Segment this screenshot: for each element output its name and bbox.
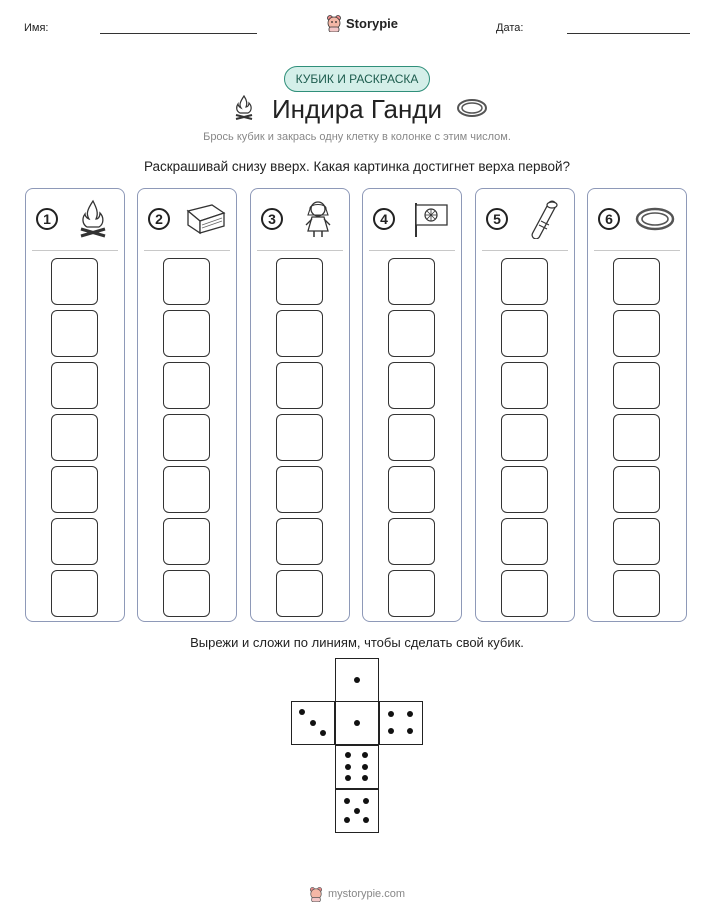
dice-face bbox=[379, 701, 423, 745]
footer-url[interactable]: mystorypie.com bbox=[327, 888, 406, 900]
coloring-cell[interactable] bbox=[388, 258, 435, 305]
ring-icon bbox=[632, 199, 678, 239]
dice-pip bbox=[344, 798, 350, 804]
column-number: 2 bbox=[148, 208, 170, 230]
race-column bbox=[250, 188, 350, 622]
coloring-cell[interactable] bbox=[276, 466, 323, 513]
name-line[interactable] bbox=[100, 33, 257, 34]
date-label: Дата: bbox=[496, 22, 524, 34]
cut-instruction: Вырежи и сложи по линиям, чтобы сделать свой кубик. bbox=[190, 635, 524, 650]
footer bbox=[0, 886, 714, 902]
coloring-cell[interactable] bbox=[613, 570, 660, 617]
page-subtitle: Брось кубик и закрась одну клетку в колонке с этим числом. bbox=[203, 131, 511, 143]
race-column bbox=[137, 188, 237, 622]
dice-face bbox=[335, 658, 379, 702]
coloring-cell[interactable] bbox=[51, 362, 98, 409]
coloring-cell[interactable] bbox=[613, 310, 660, 357]
dice-pip bbox=[299, 709, 305, 715]
date-line[interactable] bbox=[567, 33, 690, 34]
dice-pip bbox=[407, 728, 413, 734]
coloring-cell[interactable] bbox=[163, 258, 210, 305]
coloring-cell[interactable] bbox=[388, 362, 435, 409]
coloring-cell[interactable] bbox=[163, 310, 210, 357]
coloring-cell[interactable] bbox=[276, 570, 323, 617]
campfire-icon bbox=[70, 199, 116, 239]
coloring-cell[interactable] bbox=[276, 414, 323, 461]
instruction-text: Раскрашивай снизу вверх. Какая картинка достигнет верха первой? bbox=[143, 159, 571, 174]
column-number: 3 bbox=[261, 208, 283, 230]
dice-pip bbox=[354, 677, 360, 683]
dice-pip bbox=[388, 728, 394, 734]
coloring-cell[interactable] bbox=[388, 518, 435, 565]
coloring-cell[interactable] bbox=[51, 310, 98, 357]
coloring-cell[interactable] bbox=[276, 310, 323, 357]
race-column bbox=[362, 188, 462, 622]
column-number: 4 bbox=[373, 208, 395, 230]
coloring-cell[interactable] bbox=[51, 518, 98, 565]
column-divider bbox=[369, 250, 455, 251]
doll-icon bbox=[295, 199, 341, 239]
dice-pip bbox=[362, 752, 368, 758]
coloring-cell[interactable] bbox=[501, 414, 548, 461]
coloring-cell[interactable] bbox=[501, 466, 548, 513]
dice-pip bbox=[345, 752, 351, 758]
coloring-cell[interactable] bbox=[163, 518, 210, 565]
scroll-icon bbox=[520, 199, 566, 239]
page-title: Индира Ганди bbox=[271, 94, 442, 124]
dice-pip bbox=[407, 711, 413, 717]
coloring-cell[interactable] bbox=[613, 518, 660, 565]
column-divider bbox=[144, 250, 230, 251]
activity-badge: КУБИК И РАСКРАСКА bbox=[284, 66, 430, 92]
dice-face bbox=[335, 701, 379, 745]
column-divider bbox=[32, 250, 118, 251]
coloring-cell[interactable] bbox=[51, 466, 98, 513]
coloring-cell[interactable] bbox=[388, 310, 435, 357]
coloring-cell[interactable] bbox=[501, 362, 548, 409]
coloring-cell[interactable] bbox=[388, 414, 435, 461]
flag-icon bbox=[407, 199, 453, 239]
column-number: 5 bbox=[486, 208, 508, 230]
coloring-cell[interactable] bbox=[163, 570, 210, 617]
dice-pip bbox=[344, 817, 350, 823]
column-number: 6 bbox=[598, 208, 620, 230]
dice-pip bbox=[388, 711, 394, 717]
dice-pip bbox=[362, 764, 368, 770]
column-number: 1 bbox=[36, 208, 58, 230]
dice-pip bbox=[363, 798, 369, 804]
coloring-cell[interactable] bbox=[501, 258, 548, 305]
ring-icon bbox=[456, 97, 488, 119]
dice-pip bbox=[362, 775, 368, 781]
dice-pip bbox=[345, 764, 351, 770]
dice-face bbox=[291, 701, 335, 745]
coloring-cell[interactable] bbox=[163, 362, 210, 409]
coloring-cell[interactable] bbox=[613, 466, 660, 513]
brand-logo bbox=[326, 14, 398, 32]
dice-pip bbox=[310, 720, 316, 726]
coloring-cell[interactable] bbox=[276, 258, 323, 305]
coloring-cell[interactable] bbox=[163, 414, 210, 461]
coloring-cell[interactable] bbox=[51, 570, 98, 617]
dice-pip bbox=[320, 730, 326, 736]
coloring-cell[interactable] bbox=[51, 258, 98, 305]
coloring-cell[interactable] bbox=[613, 362, 660, 409]
coloring-cell[interactable] bbox=[276, 518, 323, 565]
coloring-cell[interactable] bbox=[51, 414, 98, 461]
column-divider bbox=[257, 250, 343, 251]
dice-face bbox=[335, 745, 379, 789]
dice-pip bbox=[363, 817, 369, 823]
race-column bbox=[587, 188, 687, 622]
race-column bbox=[25, 188, 125, 622]
coloring-cell[interactable] bbox=[501, 570, 548, 617]
column-divider bbox=[594, 250, 680, 251]
book-icon bbox=[182, 199, 228, 239]
dice-face bbox=[335, 789, 379, 833]
coloring-cell[interactable] bbox=[388, 570, 435, 617]
coloring-cell[interactable] bbox=[613, 258, 660, 305]
coloring-cell[interactable] bbox=[388, 466, 435, 513]
name-label: Имя: bbox=[24, 22, 49, 34]
dice-pip bbox=[354, 808, 360, 814]
dice-pip bbox=[345, 775, 351, 781]
brand-name: Storypie bbox=[346, 15, 399, 31]
bear-icon bbox=[326, 14, 342, 32]
coloring-cell[interactable] bbox=[501, 518, 548, 565]
dice-pip bbox=[354, 720, 360, 726]
coloring-cell[interactable] bbox=[613, 414, 660, 461]
column-divider bbox=[482, 250, 568, 251]
coloring-cell[interactable] bbox=[276, 362, 323, 409]
bear-icon bbox=[309, 886, 323, 902]
coloring-cell[interactable] bbox=[501, 310, 548, 357]
coloring-cell[interactable] bbox=[163, 466, 210, 513]
race-column bbox=[475, 188, 575, 622]
